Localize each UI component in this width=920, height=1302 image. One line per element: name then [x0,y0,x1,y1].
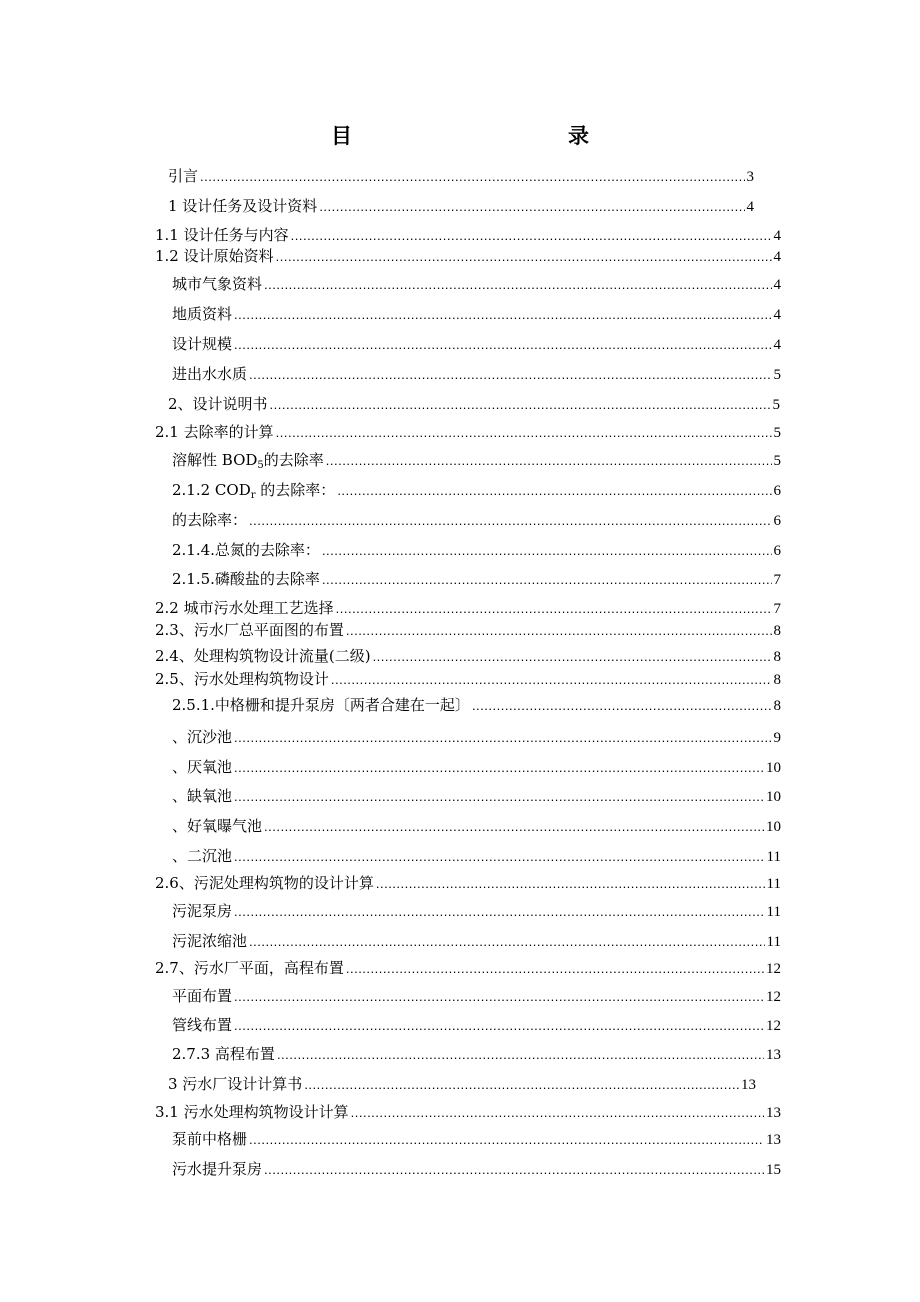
toc-leader-dots [319,195,744,219]
toc-entry-2-1-4[interactable] [172,538,781,562]
toc-entry-page: 13 [766,1132,781,1148]
toc-leader-dots [234,726,771,750]
toc-entry-2-1-2[interactable] [172,478,781,502]
toc-entry-page: 6 [773,483,781,499]
toc-entry-2-7-3[interactable] [172,1042,781,1066]
toc-entry-label: 3.1 污水处理构筑物设计计算 [155,1103,349,1121]
toc-entry-label: 1 设计任务及设计资料 [168,197,318,215]
toc-leader-dots [264,815,764,839]
toc-entry-page: 11 [766,876,781,892]
toc-entry-anaerobic[interactable] [172,755,781,779]
toc-entry-label: 污泥浓缩池 [172,932,248,950]
toc-entry-label: 、缺氧池 [172,787,233,805]
toc-entry-label: 1.2 设计原始资料 [155,247,274,265]
toc-leader-dots [322,539,772,563]
toc-entry-page: 9 [773,730,781,746]
toc-entry-anoxic[interactable] [172,784,781,808]
toc-entry-screen[interactable] [172,1127,781,1151]
toc-entry-secondary-clarifier[interactable] [172,844,781,868]
toc-entry-2-7[interactable] [155,956,781,980]
toc-leader-dots [249,363,771,387]
toc-entry-page: 13 [766,1047,781,1063]
toc-entry-page: 8 [773,672,781,688]
toc-entry-water-quality[interactable] [172,362,781,386]
toc-entry-page: 5 [773,425,781,441]
toc-entry-2-1-5[interactable] [172,567,781,591]
toc-leader-dots [234,756,764,780]
toc-leader-dots [322,568,772,592]
toc-leader-dots [249,1128,764,1152]
toc-entry-label: 污泥泵房 [172,902,233,920]
toc-leader-dots [264,1158,764,1182]
toc-entry-page: 11 [766,849,781,865]
toc-entry-label: 2、设计说明书 [168,395,268,413]
toc-entry-page: 13 [741,1077,756,1093]
toc-leader-dots [270,393,771,417]
toc-entry-page: 4 [773,307,781,323]
toc-entry-lift-pump[interactable] [172,1157,781,1181]
toc-entry-page: 4 [773,277,781,293]
toc-entry-page: 11 [766,904,781,920]
toc-leader-dots [234,845,765,869]
toc-entry-label: 2.4、处理构筑物设计流量(二级) [155,647,371,665]
toc-entry-page: 5 [772,397,780,413]
toc-leader-dots [249,930,765,954]
toc-entry-label: 2.1 去除率的计算 [155,423,274,441]
toc-entry-page: 5 [773,367,781,383]
toc-entry-page: 15 [766,1162,781,1178]
toc-entry-label: 2.5.1.中格栅和提升泵房〔两者合建在一起〕 [172,696,470,714]
toc-entry-page: 12 [766,961,781,977]
toc-entry-sludge-pump[interactable] [172,899,781,923]
toc-entry-2-4[interactable] [155,644,781,668]
toc-entry-label: 管线布置 [172,1016,233,1034]
toc-entry-label: 城市气象资料 [172,275,263,293]
toc-entry-page: 4 [773,228,781,244]
toc-entry-page: 12 [766,1018,781,1034]
toc-leader-dots [234,303,771,327]
toc-entry-2-2[interactable] [155,596,781,620]
toc-leader-dots [351,1101,764,1125]
toc-entry-label: 2.7.3 高程布置 [172,1045,275,1063]
toc-entry-page: 12 [766,989,781,1005]
toc-entry-label: 2.3、污水厂总平面图的布置 [155,621,344,639]
toc-entry-page: 4 [746,199,754,215]
toc-entry-label: 3 污水厂设计计算书 [168,1075,303,1093]
toc-leader-dots [277,1043,764,1067]
toc-entry-page: 10 [766,819,781,835]
toc-leader-dots [234,900,765,924]
toc-entry-intro[interactable] [168,164,754,188]
toc-entry-aerobic[interactable] [172,814,781,838]
toc-entry-label: 2.1.5.磷酸盐的去除率 [172,570,320,588]
toc-leader-dots [376,872,765,896]
toc-entry-page: 6 [773,513,781,529]
toc-entry-page: 4 [773,337,781,353]
toc-entry-removal[interactable] [172,508,781,532]
label-text: 的去除率 [263,451,324,469]
toc-leader-dots [234,985,764,1009]
toc-leader-dots [234,785,764,809]
toc-entry-label: 泵前中格栅 [172,1130,248,1148]
toc-entry-page: 10 [766,789,781,805]
toc-entry-page: 3 [746,169,754,185]
toc-entry-2-5[interactable] [155,667,781,691]
toc-entry-label: 2.1.4.总氮的去除率： [172,541,320,559]
toc-leader-dots [472,694,772,718]
subscript: r [250,490,256,501]
toc-entry-grit-chamber[interactable] [172,725,781,749]
toc-entry-label: 污水提升泵房 [172,1160,263,1178]
toc-leader-dots [373,645,772,669]
toc-entry-label: 进出水水质 [172,365,248,383]
label-text: 的去除率： [255,481,336,499]
toc-entry-label: 2.6、污泥处理构筑物的设计计算 [155,874,374,892]
toc-entry-label: 2.7、污水厂平面，高程布置 [155,959,344,977]
toc-entry-page: 11 [766,934,781,950]
toc-entry-1[interactable] [168,194,754,218]
toc-entry-label: 、二沉池 [172,847,233,865]
toc-entry-plane-layout[interactable] [172,984,781,1008]
toc-leader-dots [276,245,772,269]
toc-leader-dots [276,421,772,445]
toc-leader-dots [200,165,744,189]
toc-entry-page: 7 [773,601,781,617]
toc-entry-page: 8 [773,623,781,639]
toc-title: 目 录 [331,123,647,148]
toc-entry-page: 8 [773,698,781,714]
toc-entry-page: 7 [773,572,781,588]
toc-entry-label: 、厌氧池 [172,758,233,776]
toc-entry-page: 4 [773,249,781,265]
toc-entry-weather[interactable] [172,272,781,296]
toc-entry-page: 5 [773,453,781,469]
toc-leader-dots [326,449,772,473]
toc-leader-dots [304,1073,739,1097]
toc-leader-dots [331,668,772,692]
label-text: 2.1.2 COD [172,481,251,499]
toc-entry-page: 6 [773,543,781,559]
toc-leader-dots [346,957,764,981]
toc-entry-pipeline-layout[interactable] [172,1013,781,1037]
toc-leader-dots [264,273,771,297]
toc-entry-3[interactable] [168,1072,756,1096]
toc-entry-geology[interactable] [172,302,781,326]
toc-entry-1-2[interactable] [155,244,781,268]
subscript: 5 [257,460,264,471]
toc-leader-dots [234,333,771,357]
toc-entry-scale[interactable] [172,332,781,356]
toc-entry-label: 地质资料 [172,305,233,323]
toc-entry-2-1[interactable] [155,420,781,444]
toc-entry-label [172,448,324,472]
toc-entry-label: 设计规模 [172,335,233,353]
toc-entry-label: 、沉沙池 [172,728,233,746]
toc-entry-label [172,478,335,502]
toc-leader-dots [234,1014,764,1038]
toc-entry-2[interactable] [168,392,780,416]
toc-entry-sludge-thickener[interactable] [172,929,781,953]
toc-entry-label: 1.1 设计任务与内容 [155,226,289,244]
toc-entry-label: 2.2 城市污水处理工艺选择 [155,599,334,617]
toc-entry-3-1[interactable] [155,1100,781,1124]
toc-entry-page: 13 [766,1105,781,1121]
toc-entry-label: 2.5、污水处理构筑物设计 [155,670,329,688]
toc-entry-bod[interactable] [172,448,781,472]
toc-leader-dots [346,619,772,643]
label-text: 溶解性 BOD [172,451,258,469]
toc-entry-2-6[interactable] [155,871,781,895]
toc-leader-dots [337,479,771,503]
toc-entry-label: 的去除率： [172,511,248,529]
toc-entry-2-3[interactable] [155,618,781,642]
toc-entry-page: 10 [766,760,781,776]
toc-leader-dots [249,509,771,533]
toc-entry-page: 8 [773,649,781,665]
toc-entry-2-5-1[interactable] [172,693,781,717]
toc-entry-label: 、好氧曝气池 [172,817,263,835]
toc-entry-label: 平面布置 [172,987,233,1005]
toc-entry-label: 引言 [168,167,199,185]
